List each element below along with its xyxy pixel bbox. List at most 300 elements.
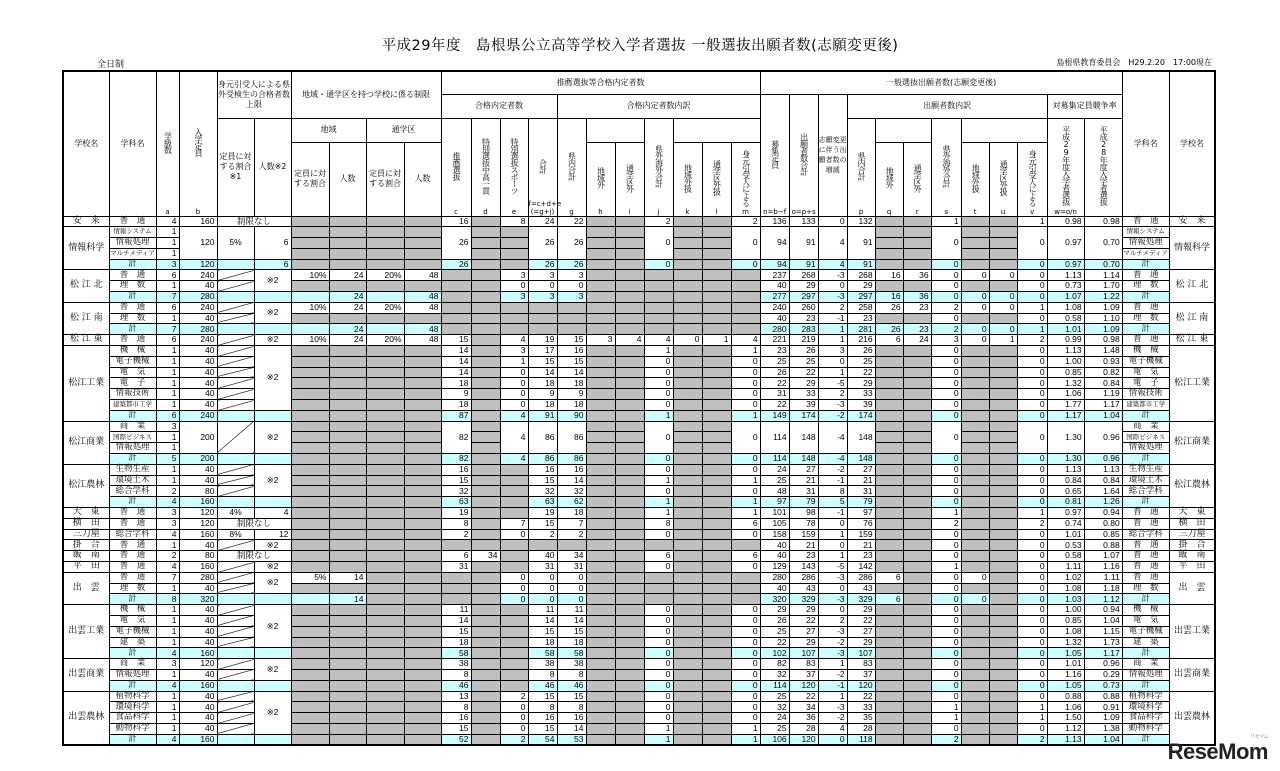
cell-w: 0.65: [1047, 486, 1084, 497]
cell-guarantor-num: ※2: [254, 691, 291, 734]
header-region-limit: [291, 71, 441, 118]
column-letter: c: [454, 207, 458, 216]
cell-district-ratio: [366, 540, 404, 551]
cell-region-ratio: [291, 367, 329, 378]
cell-j: 1: [644, 723, 673, 734]
cell-dept-right: 計: [1122, 497, 1169, 508]
cell-p: 23: [847, 313, 875, 324]
cell-c: 31: [441, 562, 471, 573]
cell-h28: 1.09: [1084, 713, 1122, 724]
cell-f: 15: [528, 626, 557, 637]
cell-g: 16: [557, 713, 586, 724]
cell-region-ratio: [291, 583, 329, 594]
cell-guarantor-num: ※2: [254, 540, 291, 551]
cell-region-ratio: [291, 486, 329, 497]
cell-t: [961, 281, 989, 292]
cell-v: 2: [1017, 734, 1047, 745]
cell-c: 18: [441, 400, 471, 411]
school-name: 松江商業: [63, 421, 109, 464]
cell-h28: 1.14: [1084, 270, 1122, 281]
cell-f: 19: [528, 335, 557, 346]
cell-w: 1.17: [1047, 410, 1084, 421]
cell-guarantor-ratio: [217, 410, 254, 421]
cell-q: [875, 637, 903, 648]
cell-o: 29: [789, 605, 818, 616]
school-name-right: 掛 合: [1169, 540, 1215, 551]
school-name-right: 出雲商業: [1169, 659, 1215, 691]
cell-w: 1.08: [1047, 626, 1084, 637]
cell-t: 0: [961, 270, 989, 281]
cell-capacity: 240: [179, 335, 217, 346]
cell-dept: 国際ビジネス: [109, 432, 156, 443]
cell-n: 25: [760, 691, 789, 702]
cell-d: [471, 615, 500, 626]
cell-c: 58: [441, 648, 471, 659]
cell-l: [702, 723, 731, 734]
cell-m: 0: [731, 605, 760, 616]
cell-region-ratio: [291, 454, 329, 465]
cell-m: 0: [731, 648, 760, 659]
cell-r: [903, 421, 931, 432]
cell-n: 94: [760, 227, 789, 259]
cell-c: 82: [441, 421, 471, 453]
cell-change: -2: [818, 637, 847, 648]
cell-o: 219: [789, 335, 818, 346]
cell-h: [586, 713, 615, 724]
cell-change: 4: [818, 723, 847, 734]
cell-j: 0: [644, 389, 673, 400]
cell-q: [875, 615, 903, 626]
cell-q: [875, 648, 903, 659]
cell-m: [731, 540, 760, 551]
cell-o: 120: [789, 734, 818, 745]
cell-district-ratio: [366, 346, 404, 357]
cell-v: 0: [1017, 259, 1047, 270]
cell-n: 25: [760, 626, 789, 637]
cell-o: 286: [789, 572, 818, 583]
header-classes: [156, 71, 179, 216]
cell-v: 1: [1017, 508, 1047, 519]
cell-district-num: [404, 713, 441, 724]
cell-n: 31: [760, 389, 789, 400]
cell-g: 38: [557, 659, 586, 670]
cell-classes: 1: [156, 238, 179, 249]
cell-f: 8: [528, 669, 557, 680]
cell-capacity: 40: [179, 605, 217, 616]
cell-capacity: 320: [179, 594, 217, 605]
cell-change: 0: [818, 540, 847, 551]
cell-guarantor-ratio: [217, 313, 254, 324]
table-row: [63, 529, 1215, 540]
cell-dept: 計: [109, 497, 156, 508]
cell-d: [471, 281, 500, 292]
cell-guarantor-ratio: [217, 346, 254, 357]
cell-d: [471, 648, 500, 659]
cell-u: [989, 734, 1017, 745]
cell-p: 39: [847, 400, 875, 411]
cell-region-num: [329, 486, 366, 497]
school-name-right: 大 東: [1169, 508, 1215, 519]
cell-i: [615, 400, 644, 411]
cell-e: [500, 508, 528, 519]
cell-region-ratio: [291, 540, 329, 551]
cell-dept: 普 通: [109, 508, 156, 519]
cell-dept: 植物科学: [109, 691, 156, 702]
cell-e: [500, 551, 528, 562]
cell-q: [875, 281, 903, 292]
cell-d: [471, 292, 500, 303]
cell-guarantor-num: ※2: [254, 302, 291, 324]
cell-dept-right: 建築都市工学: [1122, 400, 1169, 411]
cell-dept-right: 環境科学: [1122, 702, 1169, 713]
cell-g: 26: [557, 227, 586, 259]
table-row: [63, 378, 1215, 389]
column-letter: k: [685, 207, 690, 216]
table-row: [63, 551, 1215, 562]
header-m: [731, 142, 760, 216]
cell-t: 0: [961, 302, 989, 313]
cell-region-num: 14: [329, 572, 366, 583]
cell-guarantor-ratio: [217, 659, 254, 670]
cell-region-ratio: [291, 723, 329, 734]
cell-capacity: 240: [179, 410, 217, 421]
cell-d: [471, 713, 500, 724]
cell-region-num: [329, 313, 366, 324]
school-name-right: 出雲農林: [1169, 691, 1215, 745]
cell-k: [673, 475, 702, 486]
cell-u: [989, 680, 1017, 691]
cell-j: [644, 594, 673, 605]
header-label: 身元引受人による: [1028, 149, 1038, 206]
cell-h28: 0.88: [1084, 540, 1122, 551]
cell-p: 43: [847, 583, 875, 594]
cell-change: 0: [818, 734, 847, 745]
cell-classes: 1: [156, 378, 179, 389]
table-body: [63, 216, 1215, 745]
cell-r: [903, 659, 931, 670]
cell-classes: 1: [156, 669, 179, 680]
cell-q: [875, 356, 903, 367]
table-row: [63, 723, 1215, 734]
cell-u: [989, 648, 1017, 659]
cell-t: [961, 702, 989, 713]
column-letter: u: [1000, 207, 1006, 216]
cell-classes: 4: [156, 216, 179, 227]
cell-d: [471, 335, 500, 346]
header-label: 一般選抜出願者数(志願変更後): [886, 77, 997, 87]
cell-dept: 電子機械: [109, 356, 156, 367]
cell-dept-right: 計: [1122, 292, 1169, 303]
cell-district-ratio: [366, 734, 404, 745]
cell-region-ratio: [291, 648, 329, 659]
cell-f: 15: [528, 691, 557, 702]
school-name: 出雲工業: [63, 605, 109, 659]
cell-dept: 普 通: [109, 216, 156, 227]
cell-l: [702, 734, 731, 745]
cell-r: [903, 713, 931, 724]
cell-i: [615, 389, 644, 400]
cell-s: 0: [931, 637, 961, 648]
cell-dept-right: 生物生産: [1122, 464, 1169, 475]
cell-u: [989, 432, 1017, 443]
cell-v: 0: [1017, 227, 1047, 259]
cell-w: 1.30: [1047, 421, 1084, 453]
cell-n: 40: [760, 313, 789, 324]
cell-v: 0: [1017, 486, 1047, 497]
cell-i: [615, 248, 644, 259]
cell-capacity: 40: [179, 313, 217, 324]
cell-capacity: 80: [179, 551, 217, 562]
cell-q: [875, 691, 903, 702]
cell-o: 26: [789, 346, 818, 357]
cell-guarantor-ratio: [217, 540, 254, 551]
cell-guarantor-ratio: [217, 292, 254, 303]
cell-region-ratio: [291, 508, 329, 519]
table-row: [63, 335, 1215, 346]
cell-h: [586, 248, 615, 259]
cell-s: 0: [931, 389, 961, 400]
cell-s: 0: [931, 292, 961, 303]
cell-r: 23: [903, 302, 931, 313]
cell-s: 0: [931, 400, 961, 411]
table-row: [63, 313, 1215, 324]
header-breakdown: [557, 94, 760, 118]
cell-v: 0: [1017, 583, 1047, 594]
cell-h: [586, 723, 615, 734]
cell-v: 1: [1017, 324, 1047, 335]
header-r: [903, 142, 931, 216]
cell-w: 0.85: [1047, 615, 1084, 626]
cell-m: [731, 302, 760, 313]
cell-guarantor-ratio: [217, 281, 254, 292]
cell-guarantor-ratio: [217, 335, 254, 346]
cell-g: 3: [557, 270, 586, 281]
cell-h: [586, 562, 615, 573]
cell-classes: 7: [156, 324, 179, 335]
cell-district-num: [404, 637, 441, 648]
cell-p: 28: [847, 723, 875, 734]
cell-v: 0: [1017, 356, 1047, 367]
cell-h28: 1.07: [1084, 551, 1122, 562]
cell-district-num: [404, 497, 441, 508]
cell-change: 0: [818, 605, 847, 616]
cell-capacity: 40: [179, 378, 217, 389]
cell-guarantor-num: 12: [254, 529, 291, 540]
cell-e: 4: [500, 454, 528, 465]
cell-u: [989, 346, 1017, 357]
cell-q: [875, 389, 903, 400]
cell-g: 14: [557, 475, 586, 486]
cell-guarantor-ratio: [217, 648, 254, 659]
header-u: [989, 142, 1017, 216]
cell-k: [673, 540, 702, 551]
cell-classes: 4: [156, 529, 179, 540]
cell-g: 46: [557, 680, 586, 691]
cell-classes: 1: [156, 464, 179, 475]
cell-region-num: [329, 540, 366, 551]
school-name: 松 江 北: [63, 270, 109, 302]
cell-e: 3: [500, 346, 528, 357]
cell-w: 0.84: [1047, 475, 1084, 486]
cell-guarantor-num: [254, 734, 291, 745]
cell-t: [961, 421, 989, 432]
cell-w: 1.06: [1047, 389, 1084, 400]
cell-h28: 1.10: [1084, 313, 1122, 324]
cell-u: [989, 475, 1017, 486]
cell-f: 18: [528, 378, 557, 389]
cell-capacity: 40: [179, 356, 217, 367]
cell-l: [702, 691, 731, 702]
cell-o: 78: [789, 518, 818, 529]
cell-region-ratio: [291, 529, 329, 540]
cell-n: 25: [760, 475, 789, 486]
cell-k: [673, 648, 702, 659]
cell-i: [615, 508, 644, 519]
cell-h: [586, 734, 615, 745]
school-name: 情報科学: [63, 227, 109, 270]
cell-c: 8: [441, 702, 471, 713]
cell-c: 82: [441, 454, 471, 465]
cell-district-ratio: [366, 313, 404, 324]
cell-i: [615, 605, 644, 616]
cell-n: 22: [760, 637, 789, 648]
cell-change: -3: [818, 648, 847, 659]
cell-e: 7: [500, 518, 528, 529]
cell-p: 281: [847, 324, 875, 335]
cell-s: 0: [931, 659, 961, 670]
cell-h: [586, 302, 615, 313]
cell-district-ratio: [366, 562, 404, 573]
cell-l: [702, 292, 731, 303]
school-name-right: 平 田: [1169, 562, 1215, 573]
cell-e: [500, 540, 528, 551]
cell-region-ratio: [291, 281, 329, 292]
cell-o: 148: [789, 421, 818, 453]
cell-dept-right: 情報処理: [1122, 669, 1169, 680]
cell-region-num: [329, 680, 366, 691]
cell-dept-right: 計: [1122, 410, 1169, 421]
cell-i: [615, 691, 644, 702]
cell-q: [875, 400, 903, 411]
cell-region-num: [329, 637, 366, 648]
cell-i: [615, 551, 644, 562]
cell-d: [471, 443, 500, 454]
cell-dept-right: 電子機械: [1122, 626, 1169, 637]
cell-region-num: [329, 475, 366, 486]
cell-l: [702, 551, 731, 562]
cell-h28: 1.04: [1084, 734, 1122, 745]
cell-l: [702, 367, 731, 378]
cell-district-ratio: [366, 669, 404, 680]
cell-r: [903, 227, 931, 238]
cell-q: [875, 486, 903, 497]
cell-k: [673, 367, 702, 378]
cell-h28: 0.98: [1084, 216, 1122, 227]
cell-change: -1: [818, 508, 847, 519]
cell-k: [673, 389, 702, 400]
cell-dept: 商 業: [109, 659, 156, 670]
cell-region-num: [329, 367, 366, 378]
cell-c: [441, 572, 471, 583]
cell-district-ratio: [366, 410, 404, 421]
cell-w: 0.97: [1047, 508, 1084, 519]
cell-h: 3: [586, 335, 615, 346]
cell-district-num: [404, 356, 441, 367]
cell-m: 0: [731, 486, 760, 497]
cell-l: [702, 583, 731, 594]
cell-f: 9: [528, 389, 557, 400]
cell-g: 18: [557, 378, 586, 389]
header-dept-right: [1122, 71, 1169, 216]
cell-t: [961, 378, 989, 389]
cell-w: 0.74: [1047, 518, 1084, 529]
cell-f: [528, 324, 557, 335]
cell-m: 6: [731, 518, 760, 529]
cell-s: 0: [931, 356, 961, 367]
header-j: [644, 118, 673, 216]
cell-u: [989, 540, 1017, 551]
cell-region-num: 24: [329, 335, 366, 346]
cell-region-num: [329, 605, 366, 616]
cell-i: [615, 378, 644, 389]
cell-o: 91: [789, 227, 818, 259]
cell-p: 26: [847, 346, 875, 357]
cell-l: [702, 389, 731, 400]
cell-h28: 1.09: [1084, 324, 1122, 335]
cell-p: 29: [847, 378, 875, 389]
cell-classes: 8: [156, 594, 179, 605]
cell-r: [903, 400, 931, 411]
cell-c: 8: [441, 518, 471, 529]
cell-g: 58: [557, 648, 586, 659]
cell-j: 1: [644, 734, 673, 745]
cell-i: [615, 497, 644, 508]
header-label: 学級数: [163, 131, 173, 153]
cell-k: [673, 443, 702, 454]
cell-q: [875, 540, 903, 551]
cell-u: [989, 281, 1017, 292]
cell-n: 24: [760, 464, 789, 475]
cell-guarantor-ratio: [217, 454, 254, 465]
cell-k: [673, 659, 702, 670]
cell-h: [586, 227, 615, 238]
cell-t: [961, 497, 989, 508]
cell-c: 2: [441, 529, 471, 540]
cell-p: 118: [847, 734, 875, 745]
cell-i: [615, 410, 644, 421]
header-label: 身元引受人による県外受検生の合格者数上限: [218, 79, 290, 109]
cell-u: [989, 313, 1017, 324]
cell-q: [875, 475, 903, 486]
cell-j: 1: [644, 346, 673, 357]
header-d: [471, 118, 500, 216]
cell-j: 0: [644, 421, 673, 453]
cell-region-ratio: [291, 680, 329, 691]
table-row: [63, 615, 1215, 626]
cell-m: 1: [731, 508, 760, 519]
header-blank: [961, 118, 1047, 142]
cell-r: [903, 626, 931, 637]
cell-m: 2: [731, 216, 760, 227]
header-guarantor-num: [254, 118, 291, 216]
cell-f: 0: [528, 594, 557, 605]
cell-t: [961, 313, 989, 324]
cell-district-ratio: [366, 389, 404, 400]
cell-change: 0: [818, 356, 847, 367]
header-guarantor-ratio: [217, 118, 254, 216]
cell-i: [615, 443, 644, 454]
cell-h28: 1.04: [1084, 410, 1122, 421]
